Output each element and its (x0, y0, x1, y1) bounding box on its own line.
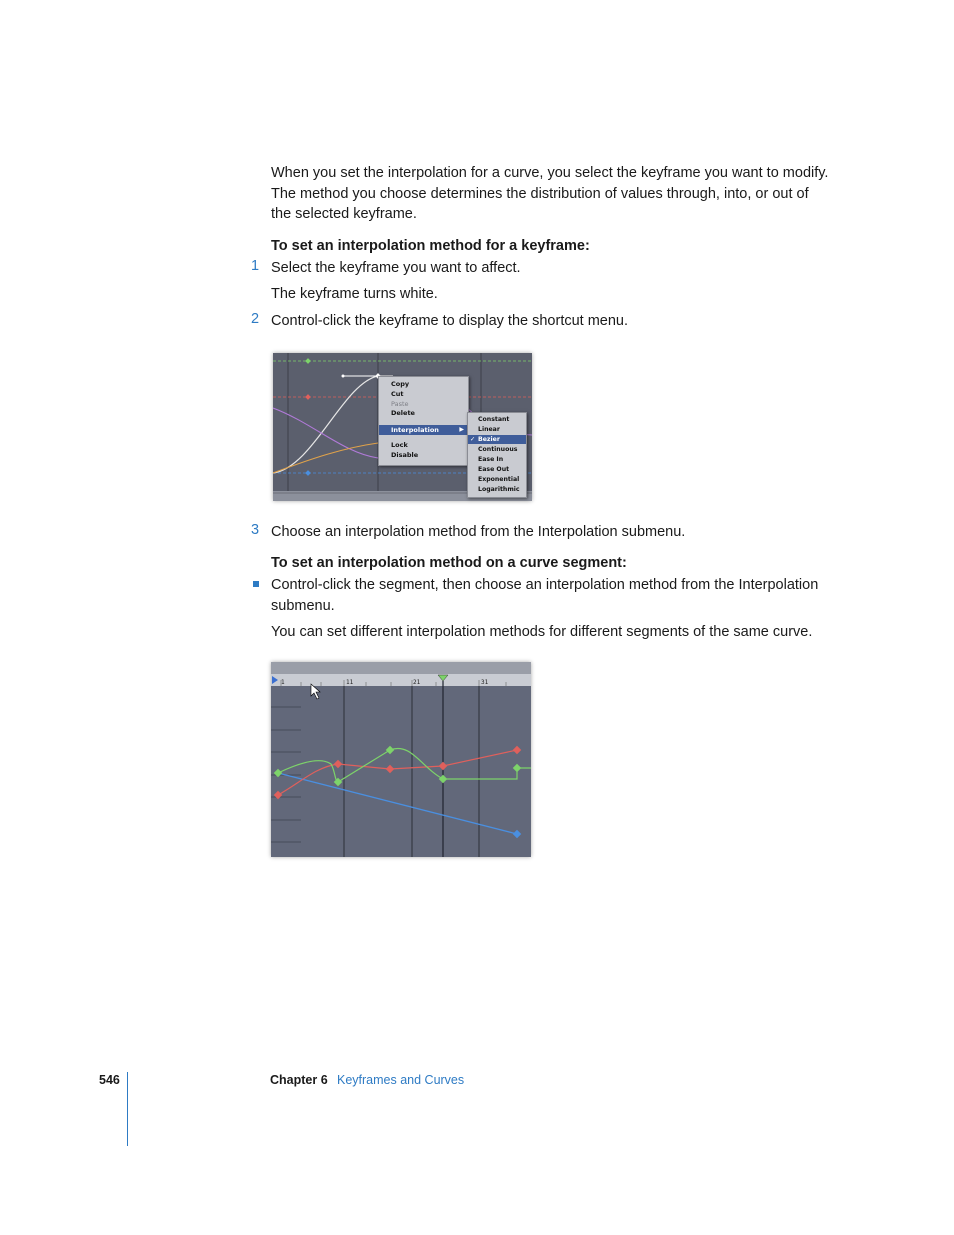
menu-item-paste[interactable]: Paste (391, 400, 409, 408)
menu-item-interpolation-label: Interpolation (391, 426, 439, 434)
step-2-text: Control-click the keyframe to display the shortcut menu. (271, 313, 629, 329)
heading-keyframe: To set an interpolation method for a keyframe: (271, 238, 590, 254)
chapter-label: Chapter 6 (270, 1073, 328, 1087)
submenu-item-linear[interactable]: Linear (478, 426, 500, 433)
submenu-item-exponential[interactable]: Exponential (478, 476, 520, 483)
bullet-icon (253, 581, 259, 587)
ruler-label-1: 1 (281, 679, 285, 686)
menu-item-cut[interactable]: Cut (391, 390, 404, 398)
footer-rule (127, 1072, 128, 1146)
chapter-title-link[interactable]: Keyframes and Curves (337, 1073, 465, 1087)
step-1-text: Select the keyframe you want to affect. (271, 260, 521, 276)
submenu-item-ease-out[interactable]: Ease Out (478, 466, 510, 473)
checkmark-icon: ✓ (470, 436, 476, 443)
interpolation-submenu[interactable] (467, 412, 527, 498)
curve-segments-screenshot (271, 662, 531, 857)
bullet-text: Control-click the segment, then choose an interpolation method from the Interpolation submenu. (271, 577, 819, 614)
submenu-item-logarithmic[interactable]: Logarithmic (478, 486, 520, 493)
shortcut-menu[interactable] (378, 376, 469, 466)
menu-item-lock[interactable]: Lock (391, 441, 408, 449)
submenu-item-ease-in[interactable]: Ease In (478, 456, 504, 463)
ruler-label-11: 11 (346, 679, 354, 686)
menu-item-copy[interactable]: Copy (391, 380, 410, 388)
step-number-1: 1 (251, 258, 260, 274)
menu-item-delete[interactable]: Delete (391, 409, 415, 417)
submenu-item-constant[interactable]: Constant (478, 416, 510, 423)
ruler-label-21: 21 (413, 679, 421, 686)
step-number-2: 2 (251, 311, 260, 327)
intro-paragraph: When you set the interpolation for a curve, you select the keyframe you want to modify. The method you choose determines the distribution of values through, into, or out of the selected keyframe. (271, 165, 829, 222)
submenu-item-bezier-label: Bezier (478, 436, 500, 443)
page-number: 546 (99, 1073, 120, 1087)
menu-item-disable[interactable]: Disable (391, 451, 419, 459)
submenu-item-bezier[interactable] (468, 435, 526, 444)
submenu-arrow-icon: ▶ (459, 426, 464, 433)
step-1-result: The keyframe turns white. (271, 286, 438, 302)
ruler-label-31: 31 (481, 679, 489, 686)
submenu-item-continuous[interactable]: Continuous (478, 446, 518, 453)
step-3-text: Choose an interpolation method from the Interpolation submenu. (271, 524, 686, 540)
curve-segments-graph (271, 662, 531, 857)
step-number-3: 3 (251, 522, 260, 538)
heading-segment: To set an interpolation method on a curve segment: (271, 555, 627, 571)
menu-item-interpolation[interactable] (379, 425, 468, 435)
note-paragraph: You can set different interpolation methods for different segments of the same curve. (271, 624, 813, 640)
